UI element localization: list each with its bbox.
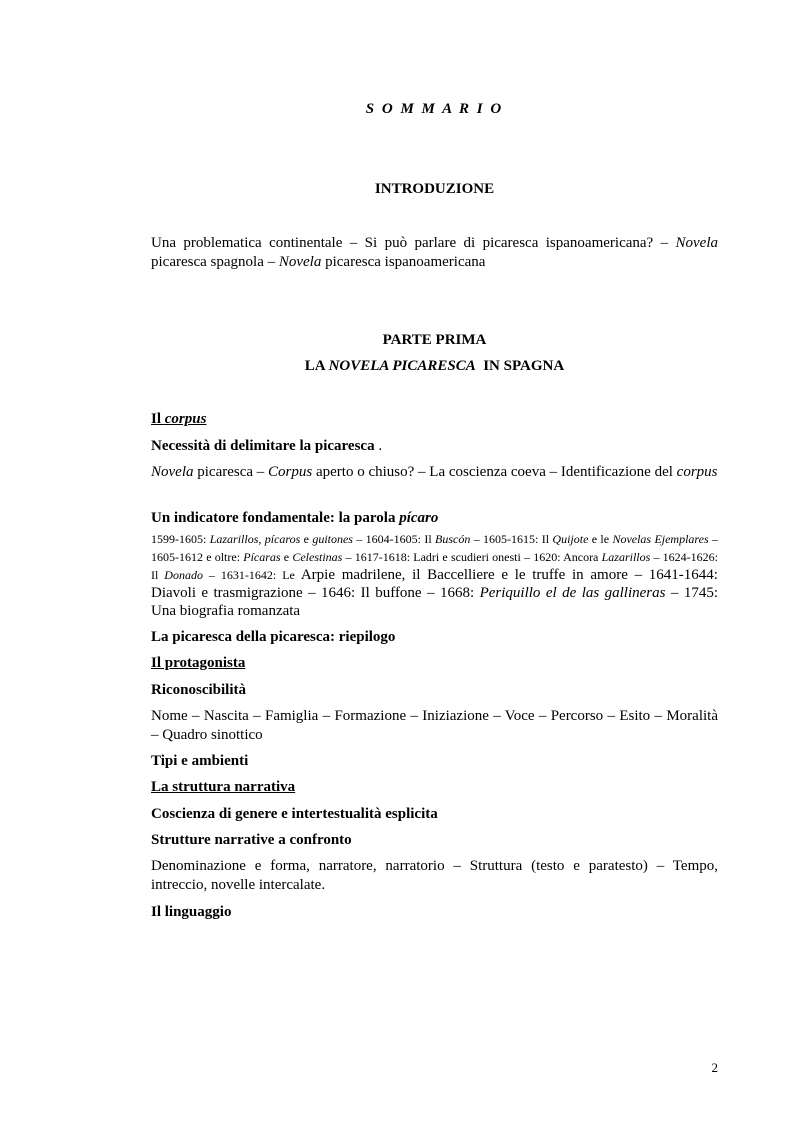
page-number: 2 [711,1060,718,1075]
corpus-subheading-delimitare: Necessità di delimitare la picaresca . [151,438,383,454]
section-struttura-heading: La struttura narrativa [151,779,296,795]
struttura-subheading-confronto: Strutture narrative a confronto [151,832,352,848]
corpus-chronology-paragraph: 1599-1605: Lazarillos, pícaros e guitones – 1604-1605: Il Buscón – 1605-1615: Il Quijote e le Novelas Ejemplares –1605-1612 e oltre: Pícaras e Celestinas – 1617-1618: Ladri e scudieri onesti – 1620: Ancora Lazarillos – 1624-1626: Il Donado – 1631-1642: Le Arpie madrilene, il Baccelliere e le truffe in amore – 1641-1644: Diavoli e trasmigrazione – 1646: Il buffone – 1668: Periquillo el de las gallineras – 1745: Una biografia romanzata [151,532,719,619]
part-heading: PARTE PRIMA [382,332,487,348]
struttura-subheading-linguaggio: Il linguaggio [151,904,232,920]
section-corpus-heading: Il corpus [151,411,207,427]
intro-paragraph: Una problematica continentale – Si può parlare di picaresca ispanoamericana? – Novela picaresca spagnola – Novela picaresca ispanoamericana [151,235,718,270]
protagonista-subheading-riconoscibilita: Riconoscibilità [151,682,247,698]
page-title: S O M M A R I O [365,101,504,117]
intro-heading: INTRODUZIONE [374,181,495,197]
corpus-subheading-riepilogo: La picaresca della picaresca: riepilogo [151,629,396,645]
corpus-paragraph: Novela picaresca – Corpus aperto o chiuso? – La coscienza coeva – Identificazione del corpus [151,464,718,480]
struttura-paragraph: Denominazione e forma, narratore, narratorio – Struttura (testo e paratesto) – Tempo, intreccio, novelle intercalate. [151,858,718,893]
corpus-subheading-picaro: Un indicatore fondamentale: la parola pícaro [151,510,439,526]
section-protagonista-heading: Il protagonista [151,655,246,671]
struttura-subheading-coscienza: Coscienza di genere e intertestualità esplicita [151,806,438,822]
part-subheading: LA NOVELA PICARESCA IN SPAGNA [304,358,565,374]
protagonista-paragraph: Nome – Nascita – Famiglia – Formazione – Iniziazione – Voce – Percorso – Esito – Moralità – Quadro sinottico [151,708,718,743]
protagonista-subheading-tipi: Tipi e ambienti [151,753,249,769]
